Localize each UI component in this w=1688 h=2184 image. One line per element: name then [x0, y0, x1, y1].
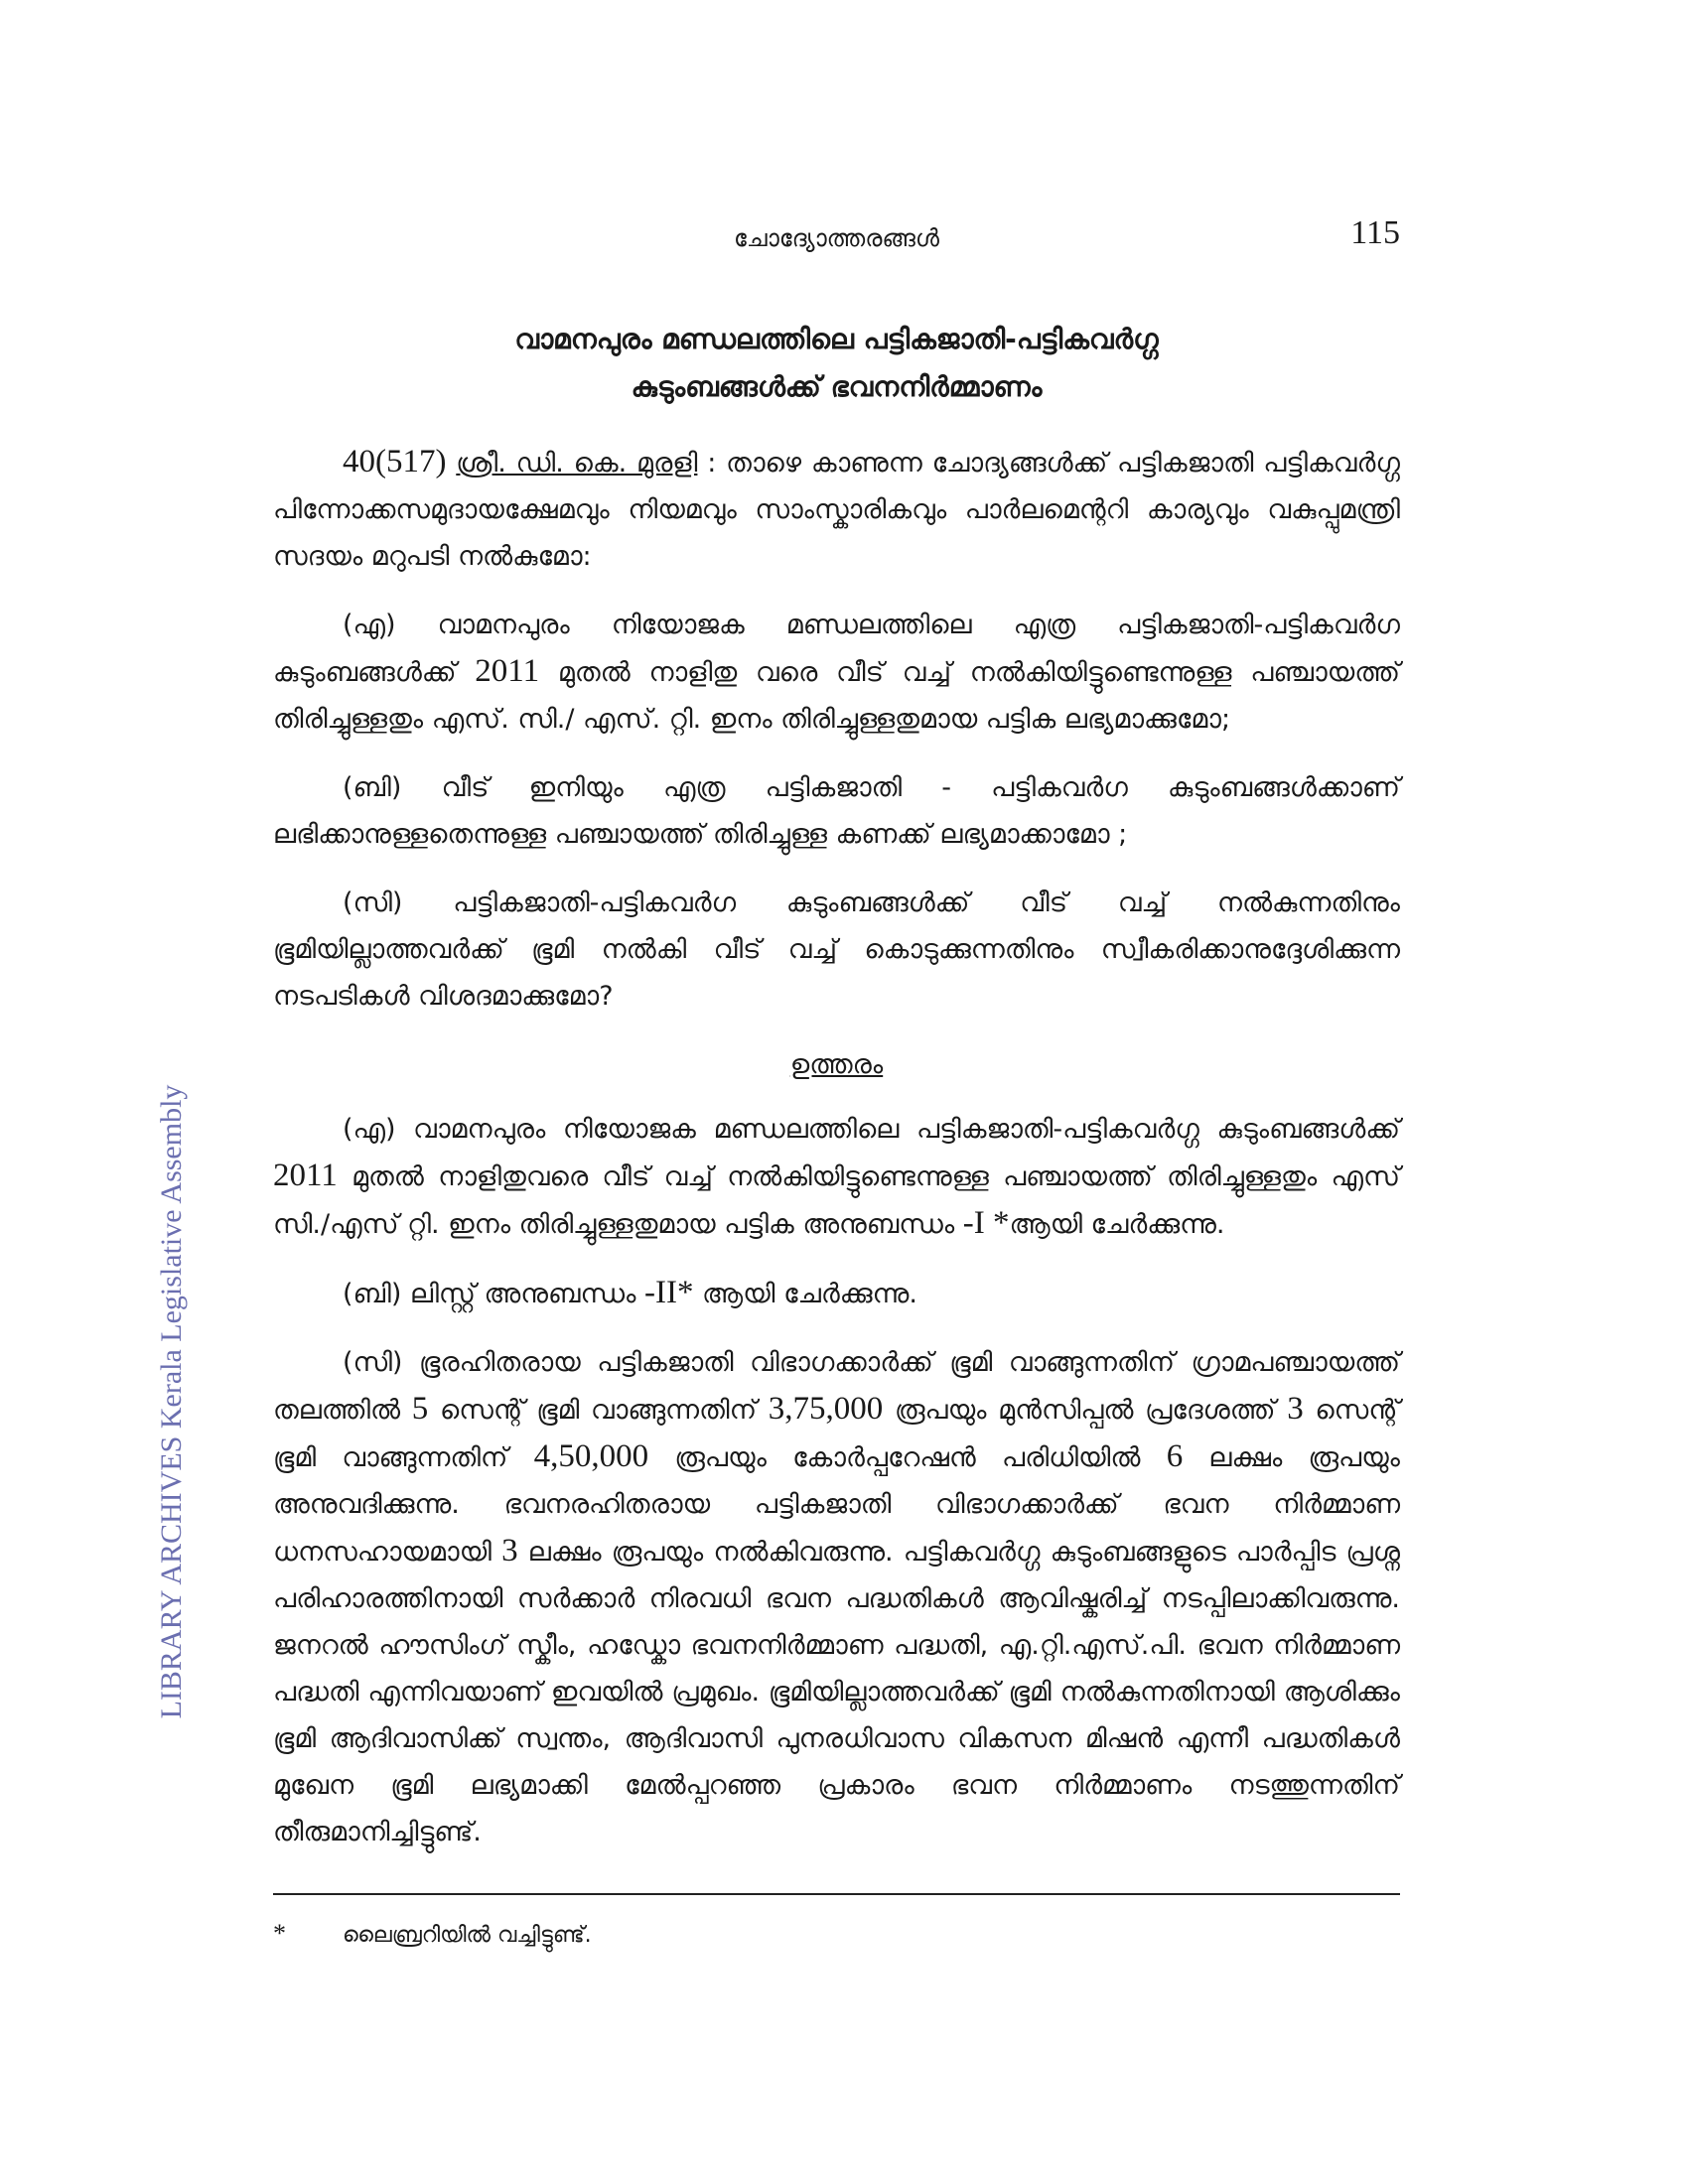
question-intro-text: : താഴെ കാണുന്ന ചോദ്യങ്ങൾക്ക് പട്ടികജാതി പട്ടികവർഗ്ഗ പിന്നോക്കസമുദായക്ഷേമവും നിയമവും സാംസ്കാരികവും പാർലമെന്ററി കാര്യവും വകുപ്പുമന്ത്രി സദയം മറുപടി നൽകുമോ: [273, 448, 1400, 572]
answer-b-text-1: (ബി) ലിസ്റ്റ് അനുബന്ധം [343, 1279, 644, 1309]
running-title: ചോദ്യോത്തരങ്ങൾ [734, 224, 939, 252]
answer-b-text-2: ആയി ചേർക്കുന്നു. [693, 1279, 918, 1309]
question-a-text-1: (എ) വാമനപുരം നിയോജക മണ്ഡലത്തിലെ എത്ര പട്ടികജാതി-പട്ടികവർഗ കുടുംബങ്ങൾക്ക് [273, 610, 1400, 688]
running-head [273, 214, 1400, 260]
answer-c-text-3: രൂപയും മുൻസിപ്പൽ പ്രദേശത്ത് [883, 1395, 1288, 1426]
question-a-text-2: മുതൽ നാളിതു വരെ വീട് വച്ച് നൽകിയിട്ടുണ്ടെന്നുള്ള പഞ്ചായത്ത് തിരിച്ചുള്ളതും എസ്. സി./ എസ്. റ്റി. ഇനം തിരിച്ചുള്ളതുമായ പട്ടിക ലഭ്യമാക്കുമോ; [273, 657, 1400, 735]
answer-c-text-1: (സി) ഭൂരഹിതരായ പട്ടികജാതി വിഭാഗക്കാർക്ക് ഭൂമി വാങ്ങുന്നതിന് ഗ്രാമപഞ്ചായത്ത് തലത്തിൽ [273, 1347, 1400, 1426]
answer-c-number-4: 4,50,000 [533, 1438, 649, 1474]
archive-watermark: LIBRARY ARCHIVES Kerala Legislative Assembly [155, 1084, 188, 1719]
answer-c-text-2: സെന്റ് ഭൂമി വാങ്ങുന്നതിന് [428, 1395, 769, 1426]
answer-title: ഉത്തരം [789, 1049, 884, 1080]
answer-a [273, 1106, 1400, 1248]
answer-c-number-5: 6 [1166, 1438, 1184, 1474]
answer-c-text-7: ലക്ഷം രൂപയും നൽകിവരുന്നു. പട്ടികവർഗ്ഗ കുടുംബങ്ങളുടെ പാർപ്പിട പ്രശ്ന പരിഹാരത്തിനായി സർക്കാർ നിരവധി ഭവന പദ്ധതികൾ ആവിഷ്കരിച്ച് നടപ്പിലാക്കിവരുന്നു. ജനറൽ ഹൗസിംഗ് സ്കീം, ഹഡ്കോ ഭവനനിർമ്മാണ പദ്ധതി, എ.റ്റി.എസ്.പി. ഭവന നിർമ്മാണ പദ്ധതി എന്നിവയാണ് ഇവയിൽ പ്രമുഖം. ഭൂമിയില്ലാത്തവർക്ക് ഭൂമി നൽകുന്നതിനായി ആശിക്കും ഭൂമി ആദിവാസിക്ക് സ്വന്തം, ആദിവാസി പുനരധിവാസ വികസന മിഷൻ എന്നീ പദ്ധതികൾ മുഖേന ഭൂമി ലഭ്യമാക്കി മേൽപ്പറഞ്ഞ പ്രകാരം ഭവന നിർമ്മാണം നടത്തുന്നതിന് തീരുമാനിച്ചിട്ടുണ്ട്. [273, 1537, 1401, 1847]
footnote-mark: * [273, 1919, 286, 1948]
member-name: ശ്രീ. ഡി. കെ. മുരളി [456, 448, 698, 478]
document-body [273, 316, 1400, 1877]
answer-a-text-2: മുതൽ നാളിതുവരെ വീട് വച്ച് നൽകിയിട്ടുണ്ടെന്നുള്ള പഞ്ചായത്ത് തിരിച്ചുള്ളതും എസ് സി./എസ് റ്റി. ഇനം തിരിച്ചുള്ളതുമായ പട്ടിക അനുബന്ധം [273, 1161, 1400, 1240]
question-a [273, 602, 1400, 743]
heading-line-2: കുടുംബങ്ങൾക്ക് ഭവനനിർമ്മാണം [631, 370, 1043, 403]
answer-b-annex: -II* [644, 1275, 694, 1310]
answer-c-text-4: സെന്റ് ഭൂമി വാങ്ങുന്നതിന് [273, 1395, 1400, 1473]
question-c: (സി) പട്ടികജാതി-പട്ടികവർഗ കുടുംബങ്ങൾക്ക് വീട് വച്ച് നൽകുന്നതിനും ഭൂമിയില്ലാത്തവർക്ക് ഭൂമി നൽകി വീട് വച്ച് കൊടുക്കുന്നതിനും സ്വീകരിക്കാനുദ്ദേശിക്കുന്ന നടപടികൾ വിശദമാക്കുമോ? [273, 887, 1400, 1012]
question-number: 40(517) [343, 444, 447, 479]
question-intro [273, 439, 1400, 580]
answer-c-text-6: ലക്ഷം രൂപയും അനുവദിക്കുന്നു. ഭവനരഹിതരായ പട്ടികജാതി വിഭാഗക്കാർക്ക് ഭവന നിർമ്മാണ ധനസഹായമായി [273, 1442, 1401, 1568]
answer-a-year: 2011 [273, 1158, 338, 1193]
section-heading [273, 316, 1400, 411]
footnote-divider [273, 1893, 1400, 1895]
answer-a-text-1: (എ) വാമനപുരം നിയോജക മണ്ഡലത്തിലെ പട്ടികജാതി-പട്ടികവർഗ്ഗ കുടുംബങ്ങൾക്ക് [343, 1114, 1400, 1145]
answer-a-annex: -I * [962, 1205, 1010, 1241]
heading-line-1: വാമനപുരം മണ്ഡലത്തിലെ പട്ടികജാതി-പട്ടികവർഗ്ഗ [514, 323, 1159, 355]
answer-c-number-1: 5 [411, 1391, 429, 1427]
answer-a-text-3: ആയി ചേർക്കുന്നു. [1009, 1209, 1225, 1240]
answer-c-number-2: 3,75,000 [768, 1391, 884, 1427]
footnote [273, 1916, 1400, 1954]
question-b: (ബി) വീട് ഇനിയും എത്ര പട്ടികജാതി - പട്ടികവർഗ കുടുംബങ്ങൾക്കാണ് ലഭിക്കാനുള്ളതെന്നുള്ള പഞ്ചായത്ത് തിരിച്ചുള്ള കണക്ക് ലഭ്യമാക്കാമോ ; [273, 772, 1400, 850]
answer-c-number-3: 3 [1287, 1391, 1304, 1427]
question-a-year: 2011 [475, 653, 540, 689]
answer-b [273, 1270, 1400, 1317]
answer-c-number-6: 3 [501, 1533, 518, 1569]
answer-c-text-5: രൂപയും കോർപ്പറേഷൻ പരിധിയിൽ [648, 1442, 1167, 1473]
footnote-text: ലൈബ്രറിയിൽ വച്ചിട്ടുണ്ട്. [343, 1923, 592, 1948]
page-number: 115 [1350, 214, 1400, 251]
answer-c [273, 1339, 1400, 1855]
